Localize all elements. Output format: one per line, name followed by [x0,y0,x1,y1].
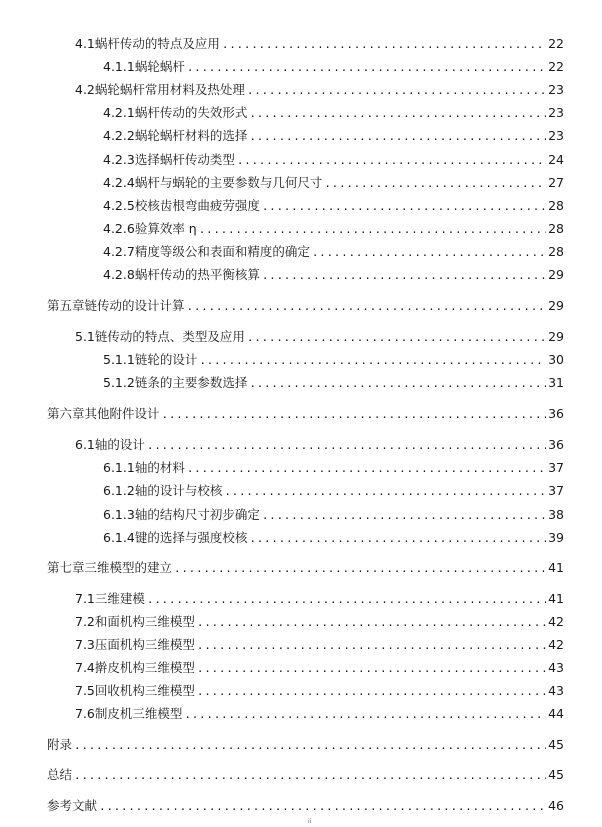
entry-title: 轴的结构尺寸初步确定 [134,507,260,522]
toc-entry-4-2-4[interactable] [103,175,564,191]
entry-page: 31 [548,375,564,390]
dot-leader [197,638,546,654]
entry-title: 蜗轮蜗杆材料的选择 [134,128,248,143]
entry-number: 4.1.1 [103,59,135,74]
entry-title: 精度等级公和表面和精度的确定 [134,244,310,259]
entry-title: 参考文献 [47,798,98,813]
dot-leader [187,299,547,315]
entry-title: 链传动的特点、类型及应用 [94,329,245,344]
toc-entry-7-4[interactable] [75,660,564,676]
toc-entry-4-2-7[interactable] [103,244,564,260]
dot-leader [162,407,547,423]
entry-title: 蜗轮蜗杆常用材料及热处理 [94,82,245,97]
entry-number: 5.1 [75,329,95,344]
dot-leader [99,799,546,815]
dot-leader [247,83,546,99]
entry-number: 4.1 [75,36,95,51]
entry-title: 蜗杆传动的特点及应用 [94,36,220,51]
dot-leader [147,438,546,454]
toc-entry-4-2-8[interactable] [103,267,564,283]
entry-number: 7.5 [75,683,95,698]
entry-number: 4.2.3 [103,152,135,167]
entry-title: 压面机构三维模型 [94,637,195,652]
entry-title: 蜗杆传动的失效形式 [134,105,248,120]
entry-page: 42 [548,637,564,652]
toc-entry-appendix[interactable] [47,737,564,753]
toc-entry-4-2-3[interactable] [103,152,564,168]
entry-page: 36 [548,406,564,421]
entry-number: 5.1.1 [103,352,135,367]
entry-page: 27 [548,175,564,190]
dot-leader [249,106,546,122]
toc-entry-4-2-2[interactable] [103,128,564,144]
toc-entry-4-2-6[interactable] [103,221,564,237]
entry-page: 24 [548,152,564,167]
toc-entry-5-1[interactable] [75,329,564,345]
toc-entry-6-1-3[interactable] [103,507,564,523]
entry-title: 制皮机三维模型 [94,706,183,721]
toc-entry-6-1-2[interactable] [103,483,564,499]
entry-page: 23 [548,128,564,143]
entry-number: 4.2.2 [103,128,135,143]
toc-entry-4-2-5[interactable] [103,198,564,214]
dot-leader [262,508,546,524]
toc-entry-6-1-1[interactable] [103,460,564,476]
entry-number: 7.4 [75,660,95,675]
entry-title: 总结 [47,767,73,782]
entry-number: 6.1.2 [103,483,135,498]
dot-leader [249,531,546,547]
page-footer-mark: ii [308,818,312,825]
entry-title: 链轮的设计 [134,352,198,367]
entry-title: 附录 [47,737,73,752]
dot-leader [197,615,546,631]
entry-number: 第五章 [47,298,85,313]
toc-entry-7-3[interactable] [75,637,564,653]
entry-number: 5.1.2 [103,375,135,390]
entry-title: 蜗杆传动的热平衡核算 [134,267,260,282]
entry-number: 4.2.8 [103,267,135,282]
entry-page: 30 [548,352,564,367]
toc-entry-4-1[interactable] [75,36,564,52]
entry-title: 三维模型的建立 [84,560,173,575]
entry-page: 45 [548,737,564,752]
entry-number: 7.3 [75,637,95,652]
entry-page: 29 [548,267,564,282]
dot-leader [249,129,546,145]
dot-leader [199,353,546,369]
toc-entry-5-1-2[interactable] [103,375,564,391]
entry-page: 37 [548,483,564,498]
entry-number: 4.2 [75,82,95,97]
entry-number: 6.1.3 [103,507,135,522]
toc-entry-chapter-7[interactable] [47,560,564,576]
toc-entry-summary[interactable] [47,767,564,783]
entry-page: 39 [548,530,564,545]
dot-leader [184,707,546,723]
entry-title: 链传动的设计计算 [84,298,185,313]
entry-page: 22 [548,36,564,51]
entry-title: 轴的材料 [134,460,185,475]
entry-page: 44 [548,706,564,721]
dot-leader [247,330,546,346]
toc-entry-5-1-1[interactable] [103,352,564,368]
entry-title: 键的选择与强度校核 [134,530,248,545]
entry-title: 其他附件设计 [84,406,160,421]
entry-number: 4.2.4 [103,175,135,190]
entry-title: 轴的设计与校核 [134,483,223,498]
entry-number: 6.1.1 [103,460,135,475]
entry-number: 第六章 [47,406,85,421]
entry-title: 蜗杆与蜗轮的主要参数与几何尺寸 [134,175,323,190]
entry-page: 41 [548,560,564,575]
entry-number: 4.2.7 [103,244,135,259]
entry-number: 4.2.6 [103,221,135,236]
dot-leader [324,176,546,192]
dot-leader [222,37,546,53]
entry-title: 选择蜗杆传动类型 [134,152,235,167]
entry-number: 6.1 [75,437,95,452]
toc-entry-7-1[interactable] [75,591,564,607]
toc-entry-4-2-1[interactable] [103,105,564,121]
entry-page: 28 [548,244,564,259]
entry-number: 7.2 [75,614,95,629]
dot-leader [187,461,546,477]
toc-entry-4-2[interactable] [75,82,564,98]
entry-number: 4.2.1 [103,105,135,120]
entry-page: 37 [548,460,564,475]
dot-leader [312,245,546,261]
entry-title: 和面机构三维模型 [94,614,195,629]
dot-leader [237,153,546,169]
entry-title: 轴的设计 [94,437,145,452]
entry-title: 蜗轮蜗杆 [134,59,185,74]
entry-page: 29 [548,329,564,344]
entry-number: 7.1 [75,591,95,606]
dot-leader [249,376,546,392]
entry-page: 43 [548,660,564,675]
dot-leader [262,268,546,284]
dot-leader [174,561,546,577]
entry-page: 29 [548,298,564,313]
dot-leader [74,738,546,754]
toc-entry-chapter-6[interactable] [47,406,564,422]
entry-number: 第七章 [47,560,85,575]
entry-page: 36 [548,437,564,452]
entry-page: 41 [548,591,564,606]
entry-page: 43 [548,683,564,698]
toc-entry-7-2[interactable] [75,614,564,630]
toc-entry-7-6[interactable] [75,706,564,722]
entry-page: 38 [548,507,564,522]
entry-title: 校核齿根弯曲疲劳强度 [134,198,260,213]
entry-page: 28 [548,221,564,236]
dot-leader [187,60,546,76]
toc-entry-references[interactable] [47,798,564,814]
toc-entry-7-5[interactable] [75,683,564,699]
toc-entry-6-1[interactable] [75,437,564,453]
entry-page: 46 [548,798,564,813]
dot-leader [197,684,546,700]
dot-leader [74,768,546,784]
entry-title: 擀皮机构三维模型 [94,660,195,675]
entry-number: 7.6 [75,706,95,721]
dot-leader [199,222,546,238]
entry-page: 23 [548,82,564,97]
dot-leader [197,661,546,677]
toc-entry-4-1-1[interactable] [103,59,564,75]
entry-page: 45 [548,767,564,782]
entry-title: 验算效率 η [134,221,197,236]
entry-page: 42 [548,614,564,629]
entry-number: 6.1.4 [103,530,135,545]
dot-leader [224,484,546,500]
dot-leader [147,592,546,608]
entry-title: 回收机构三维模型 [94,683,195,698]
toc-entry-chapter-5[interactable] [47,298,564,314]
entry-page: 28 [548,198,564,213]
entry-title: 三维建模 [94,591,145,606]
entry-page: 22 [548,59,564,74]
toc-entry-6-1-4[interactable] [103,530,564,546]
entry-number: 4.2.5 [103,198,135,213]
entry-page: 23 [548,105,564,120]
entry-title: 链条的主要参数选择 [134,375,248,390]
dot-leader [262,199,546,215]
